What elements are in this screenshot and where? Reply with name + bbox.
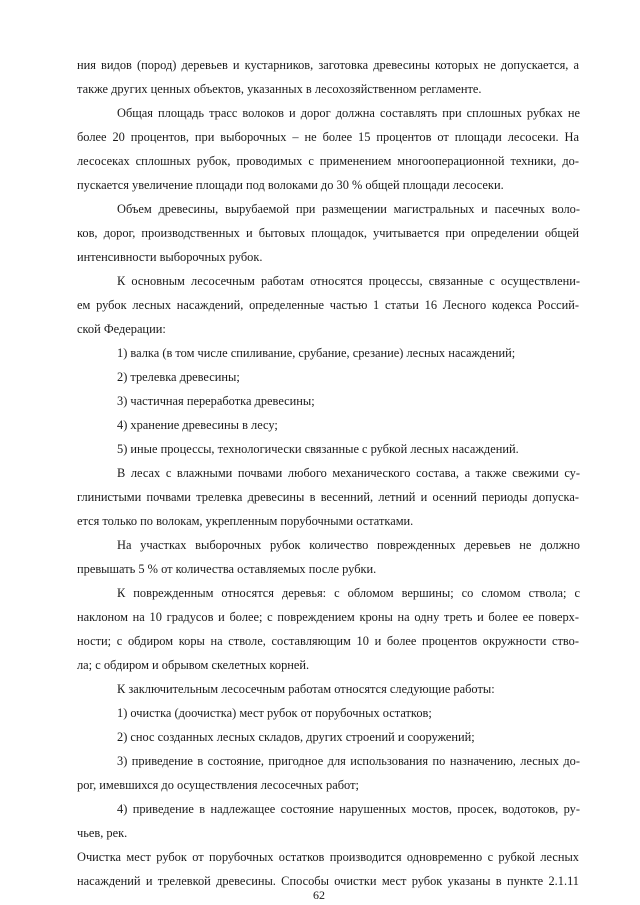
text-line: интенсивности выборочных рубок. [77, 250, 263, 264]
text-line: ла; с обдиром и обрывом скелетных корней. [77, 658, 310, 672]
list-item: 3) приведение в состояние, пригодное для использования по назначению, лесных до- [117, 754, 580, 768]
text-line: также других ценных объектов, указанных в лесохозяйственном регламенте. [77, 82, 482, 96]
text-line: наклоном на 10 градусов и более; с повреждением кроны на одну треть и более ее поверх- [77, 610, 579, 624]
text-line: ков, дорог, производственных и бытовых площадок, учитывается при определении общей [77, 226, 579, 240]
list-item: 1) валка (в том числе спиливание, срубание, срезание) лесных насаждений; [117, 346, 516, 360]
text-line: глинистыми почвами трелевка древесины в весенний, летний и осенний периоды допуска- [77, 490, 579, 504]
list-item: 4) приведение в надлежащее состояние нарушенных мостов, просек, водотоков, ру- [117, 802, 580, 816]
text-line: Очистка мест рубок от порубочных остатков производится одновременно с рубкой лесных [77, 850, 579, 864]
text-line: чьев, рек. [77, 826, 128, 840]
list-item: 1) очистка (доочистка) мест рубок от порубочных остатков; [117, 706, 432, 720]
list-item: 5) иные процессы, технологически связанные с рубкой лесных насаждений. [117, 442, 519, 456]
text-line: К основным лесосечным работам относятся процессы, связанные с осуществлени- [117, 274, 580, 288]
text-line: Общая площадь трасс волоков и дорог должна составлять при сплошных рубках не [117, 106, 580, 120]
list-item: 3) частичная переработка древесины; [117, 394, 315, 408]
text-line: Объем древесины, вырубаемой при размещении магистральных и пасечных воло- [117, 202, 580, 216]
text-line: В лесах с влажными почвами любого механического состава, а также свежими су- [117, 466, 580, 480]
text-line: ности; с обдиром коры на стволе, составляющим 10 и более процентов окружности ство- [77, 634, 579, 648]
text-line: пускается увеличение площади под волоками до 30 % общей площади лесосеки. [77, 178, 504, 192]
text-line: ется только по волокам, укрепленным порубочными остатками. [77, 514, 414, 528]
text-line: рог, имевшихся до осуществления лесосечных работ; [77, 778, 359, 792]
text-line: более 20 процентов, при выборочных – не более 15 процентов от площади лесосеки. На [77, 130, 579, 144]
text-line: К заключительным лесосечным работам относятся следующие работы: [117, 682, 495, 696]
list-item: 2) трелевка древесины; [117, 370, 240, 384]
text-line: насаждений и трелевкой древесины. Способы очистки мест рубок указаны в пункте 2.1.11 [77, 874, 579, 888]
text-line: превышать 5 % от количества оставляемых после рубки. [77, 562, 377, 576]
text-line: ем рубок лесных насаждений, определенные частью 1 статьи 16 Лесного кодекса Россий- [77, 298, 579, 312]
text-line: ния видов (пород) деревьев и кустарников, заготовка древесины которых не допускается, а [77, 58, 579, 72]
page-number: 62 [313, 888, 325, 902]
list-item: 2) снос созданных лесных складов, других строений и сооружений; [117, 730, 475, 744]
text-line: К поврежденным относятся деревья: с обломом вершины; со сломом ствола; с [117, 586, 580, 600]
text-line: На участках выборочных рубок количество поврежденных деревьев не должно [117, 538, 580, 552]
text-line: лесосеках сплошных рубок, проводимых с применением многооперационной техники, до- [77, 154, 579, 168]
list-item: 4) хранение древесины в лесу; [117, 418, 278, 432]
text-line: ской Федерации: [77, 322, 166, 336]
